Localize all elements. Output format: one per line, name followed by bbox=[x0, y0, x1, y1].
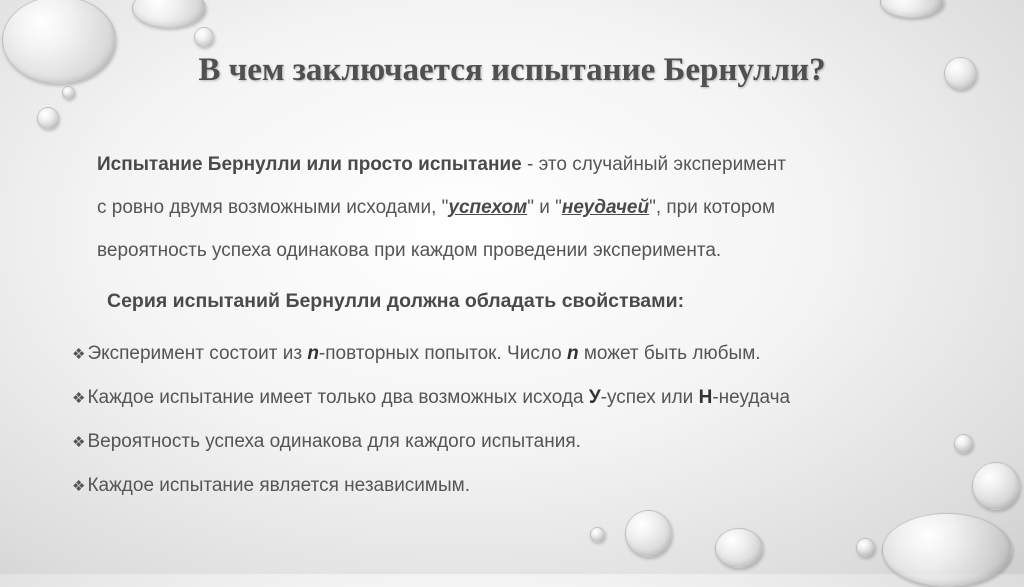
diamond-bullet-icon: ❖ bbox=[72, 478, 86, 495]
properties-list bbox=[72, 332, 790, 508]
definition-line-1: Испытание Бернулли или просто испытание - это случайный эксперимент bbox=[97, 154, 787, 175]
water-drop-decoration bbox=[194, 27, 214, 47]
definition-paragraph bbox=[97, 143, 977, 272]
diamond-bullet-icon: ❖ bbox=[72, 346, 86, 363]
water-drop-decoration bbox=[954, 434, 973, 453]
water-drop-decoration bbox=[972, 462, 1020, 510]
water-drop-decoration bbox=[132, 0, 206, 28]
success-term: успехом bbox=[448, 197, 528, 218]
definition-line-3: вероятность успеха одинакова при каждом проведении эксперимента. bbox=[97, 240, 722, 261]
diamond-bullet-icon: ❖ bbox=[72, 390, 86, 407]
water-drop-decoration bbox=[590, 527, 605, 542]
list-item: ❖ Эксперимент состоит из n-повторных попыток. Число n может быть любым. bbox=[72, 343, 761, 364]
water-drop-decoration bbox=[856, 538, 875, 557]
list-item: ❖ Каждое испытание является независимым. bbox=[72, 475, 470, 496]
water-drop-decoration bbox=[625, 510, 672, 557]
water-drop-decoration bbox=[882, 513, 1012, 587]
properties-heading: Серия испытаний Бернулли должна обладать свойствами: bbox=[107, 290, 685, 312]
water-drop-decoration bbox=[715, 528, 763, 568]
list-item: ❖ Каждое испытание имеет только два возможных исхода У-успех или Н-неудача bbox=[72, 387, 791, 408]
failure-term: неудачей bbox=[561, 197, 650, 218]
list-item: ❖ Вероятность успеха одинакова для каждого испытания. bbox=[72, 431, 581, 452]
water-drop-decoration bbox=[37, 107, 59, 129]
diamond-bullet-icon: ❖ bbox=[72, 434, 86, 451]
slide-title: В чем заключается испытание Бернулли? bbox=[198, 52, 826, 88]
water-drop-decoration bbox=[880, 0, 944, 18]
definition-term: Испытание Бернулли или просто испытание bbox=[97, 154, 522, 175]
definition-line-2: с ровно двумя возможными исходами, "успехом" и "неудачей", при котором bbox=[97, 197, 776, 218]
